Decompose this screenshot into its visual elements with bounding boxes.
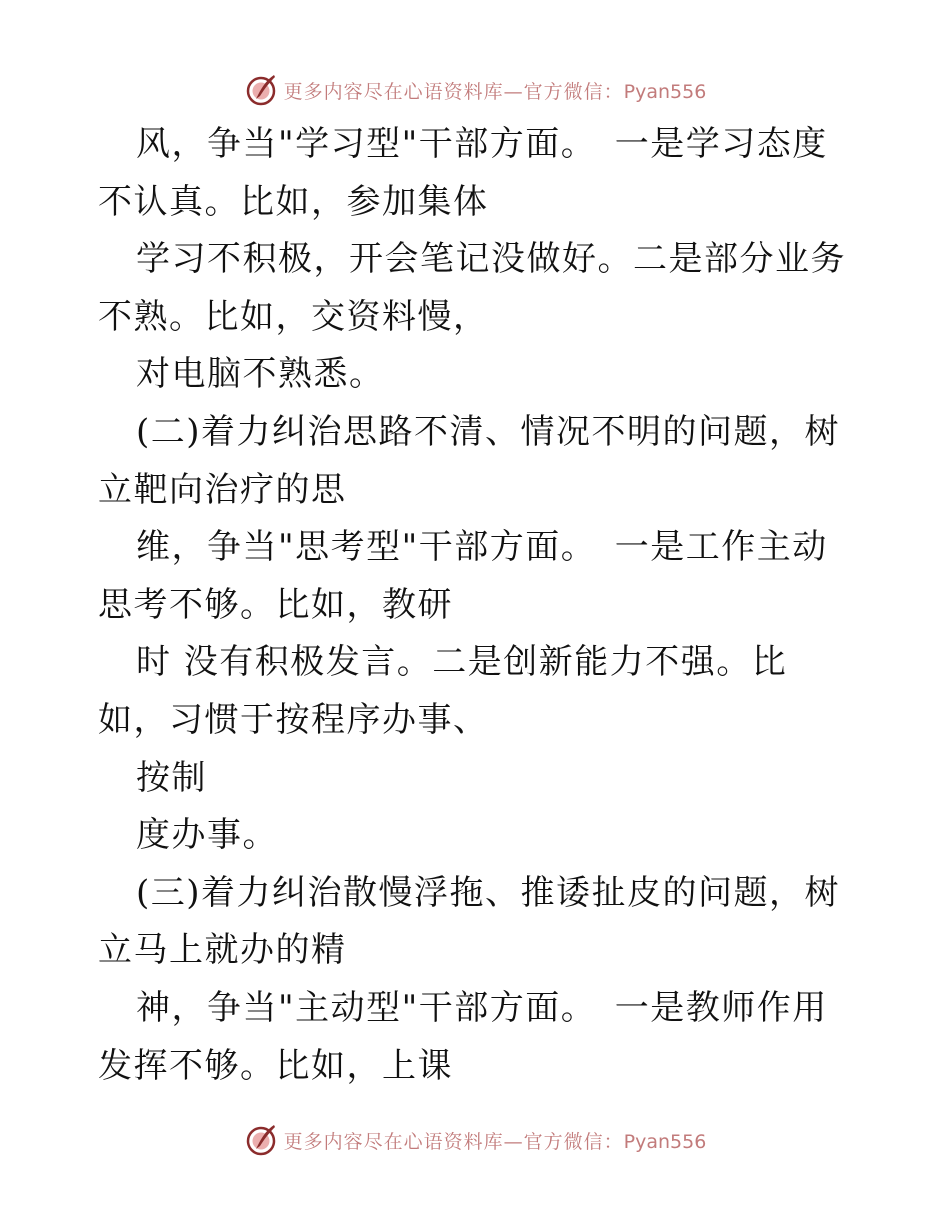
paragraph: 风，争当"学习型"干部方面。 一是学习态度不认真。比如，参加集体 (98, 124, 828, 222)
paragraph: 按制 (136, 757, 207, 798)
paragraph: 维，争当"思考型"干部方面。 一是工作主动思考不够。比如，教研 (98, 527, 828, 625)
watermark-wechat-id: Pyan556 (623, 1130, 707, 1153)
paragraph: 度办事。 (136, 815, 278, 856)
paragraph: 神，争当"主动型"干部方面。 一是教师作用发挥不够。比如，上课 (98, 987, 828, 1086)
watermark-text (284, 1127, 707, 1154)
watermark-label: 更多内容尽在心语资料库—官方微信： (283, 1130, 624, 1153)
paragraph: 时 没有积极发言。二是创新能力不强。比如，习惯于按程序办事、 (98, 642, 788, 740)
document-body (98, 116, 852, 1095)
quill-seal-icon (244, 1123, 278, 1157)
paragraph: 对电脑不熟悉。 (136, 354, 385, 395)
watermark-text (284, 77, 707, 104)
paragraph: 学习不积极，开会笔记没做好。二是部分业务不熟。比如，交资料慢， (98, 239, 846, 337)
watermark-header (0, 70, 950, 110)
watermark-label: 更多内容尽在心语资料库—官方微信： (283, 80, 624, 103)
watermark-footer (0, 1120, 950, 1160)
paragraph: (二)着力纠治思路不清、情况不明的问题，树立靶向治疗的思 (98, 411, 841, 510)
paragraph: (三)着力纠治散慢浮拖、推诿扯皮的问题，树立马上就办的精 (98, 872, 841, 971)
watermark-wechat-id: Pyan556 (623, 80, 707, 103)
quill-seal-icon (244, 73, 278, 107)
